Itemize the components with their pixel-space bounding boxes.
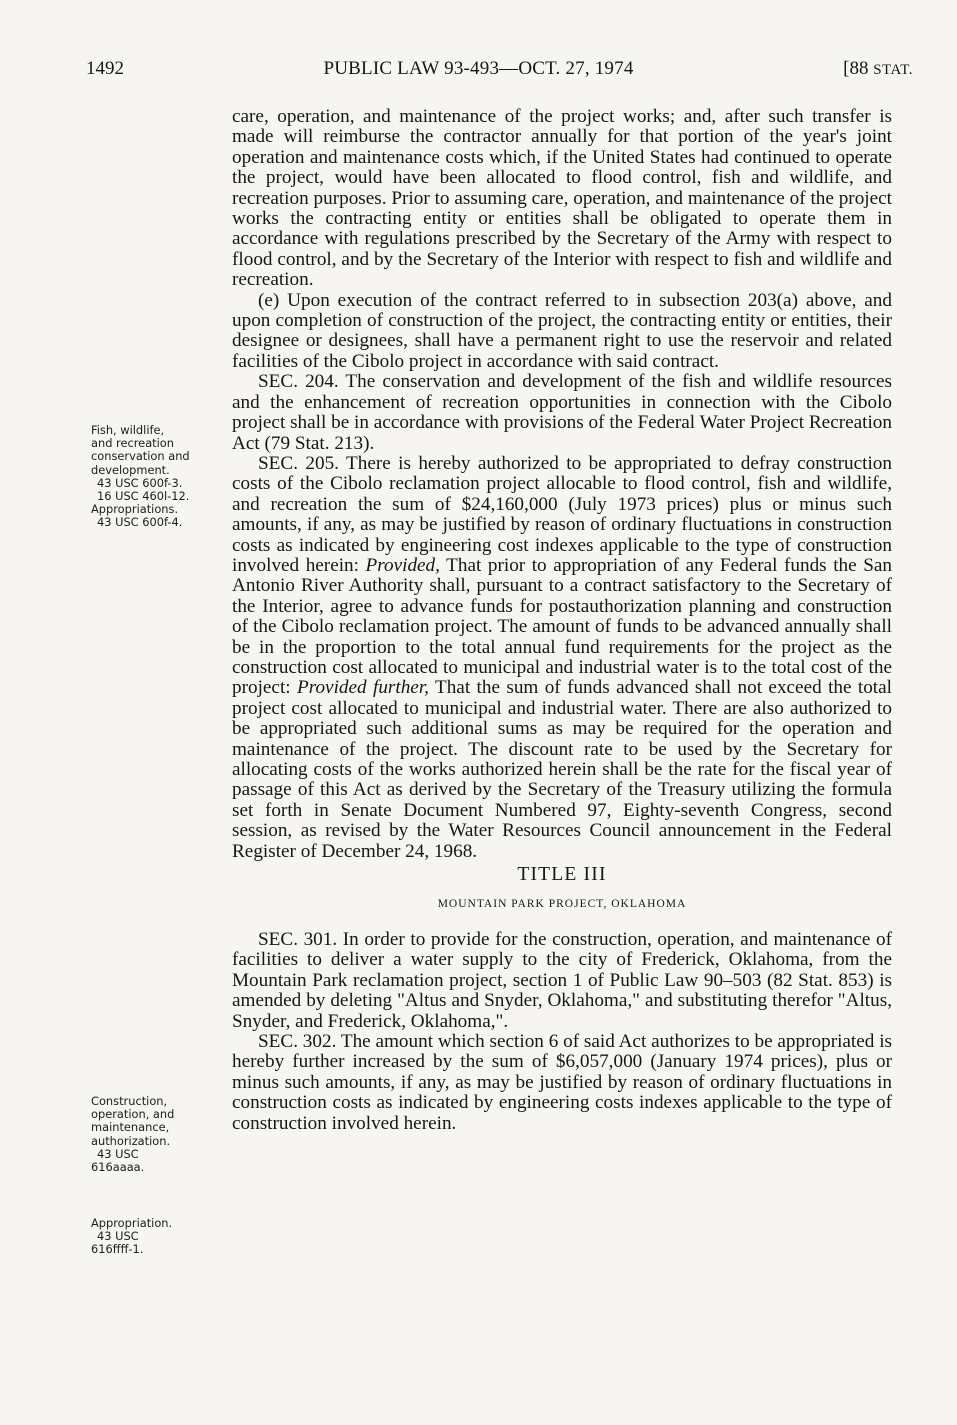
provided-further-clause: Provided further,: [296, 677, 429, 699]
page-header: [0, 58, 957, 88]
margin-line: 43 USC: [97, 1146, 139, 1161]
margin-line: Appropriation.: [91, 1216, 173, 1230]
margin-line: 16 USC 460l-12.: [97, 489, 190, 504]
margin-note-construction: [91, 1095, 221, 1174]
main-text-column: [232, 107, 892, 1134]
margin-line: 43 USC 600f-4.: [97, 515, 183, 530]
margin-line: and recreation: [91, 436, 174, 451]
running-title: PUBLIC LAW 93-493—OCT. 27, 1974: [323, 58, 634, 79]
margin-line: Appropriations.: [91, 502, 179, 517]
mountain-park-subheading: MOUNTAIN PARK PROJECT, OKLAHOMA: [437, 898, 687, 911]
section-301: SEC. 301. In order to provide for the construction, operation, and maintenance of facilities to deliver a water supply to the city of Frederick, Oklahoma, from the Mountain Park reclamation project, section 1 of Public Law 90–503 (82 Stat. 853) is amended by deleting "Altus and Snyder, Oklahoma," and substituting therefor "Altus, Snyder, and Frederick, Oklahoma,".: [232, 929, 892, 1032]
section-204: SEC. 204. The conservation and development of the fish and wildlife resources and the enhancement of recreation opportunities in connection with the Cibolo project shall be in accordance with provisions of the Federal Water Project Recreation Act (79 Stat. 213).: [232, 371, 892, 454]
page-number: 1492: [86, 58, 124, 79]
paragraph-subsection-e: (e) Upon execution of the contract referred to in subsection 203(a) above, and upon completion of construction of the project, the contracting entity or entities, their designee or designees, shall have a permanent right to use the reservoir and related facilities of the Cibolo project in accordance with said contract.: [232, 289, 892, 372]
margin-line: authorization.: [91, 1133, 171, 1148]
margin-line: 43 USC: [97, 1229, 139, 1244]
margin-line: operation, and: [91, 1107, 175, 1122]
margin-note-appropriation: [91, 1217, 221, 1257]
paragraph-continuation: care, operation, and maintenance of the project works; and, after such transfer is made will reimburse the contractor annually for that portion of the year's joint operation and maintenance costs which, if the United States had continued to operate the project, would have been allocated to flood control, fish and wildlife, and recreation purposes. Prior to assuming care, operation, and maintenance of the project works the contracting entity or entities shall be obligated to operate them in accordance with regulations prescribed by the Secretary of the Army with respect to flood control, and by the Secretary of the Interior with respect to fish and wildlife and recreation.: [232, 106, 892, 291]
section-205-part-3: That the sum of funds advanced shall not exceed the total project cost allocated to municipal and industrial water. There are also authorized to be appropriated such additional sums as may be required for the operation and maintenance of the project. The discount rate to be used by the Secretary for allocating costs of the works authorized herein shall be the rate for the fiscal year of passage of this Act as derived by the Secretary of the Treasury utilizing the formula set forth in Senate Document Numbered 97, Eighty-seventh Congress, second session, as revised by the Water Resources Council announcement in the Federal Register of December 24, 1968.: [232, 677, 892, 862]
section-205-part-2: That prior to appropriation of any Federal funds the San Antonio River Authority shall, pursuant to a contract satisfactory to the Secretary of the Interior, agree to advance funds for postauthorization planning and construction of the Cibolo reclamation project. The amount of funds to be advanced annually shall be in the proportion to the total annual fund requirements for the project as the construction cost allocated to municipal and industrial water is to the total cost of the project:: [232, 554, 892, 699]
section-302: SEC. 302. The amount which section 6 of said Act authorizes to be appropriated is hereby further increased by the sum of $6,057,000 (January 1974 prices), plus or minus such amounts, if any, as may be justified by reason of ordinary fluctuations in construction costs as indicated by engineering costs indexes applicable to the type of construction involved herein.: [232, 1031, 892, 1134]
provided-clause: Provided,: [365, 554, 440, 576]
margin-line: maintenance,: [91, 1120, 170, 1135]
margin-line: development.: [91, 462, 170, 477]
title-iii-heading: TITLE III: [517, 864, 607, 886]
margin-line: 43 USC 600f-3.: [97, 475, 183, 490]
margin-note-fish-wildlife: [91, 424, 221, 530]
margin-line: conservation and: [91, 449, 190, 464]
statute-prefix: [88: [843, 58, 874, 79]
section-205-part-1: SEC. 205. There is hereby authorized to be appropriated to defray construction costs of the Cibolo reclamation project allocable to flood control, fish and wildlife, and recreation the sum of $24,160,000 (July 1973 prices) plus or minus such amounts, if any, as may be justified by reason of ordinary fluctuations in construction costs as indicated by engineering cost indexes applicable to the type of construction involved herein:: [232, 452, 892, 576]
margin-line: Fish, wildlife,: [91, 423, 165, 437]
margin-line: 616ffff-1.: [91, 1242, 144, 1257]
statute-reference: [843, 58, 913, 80]
section-205: [232, 454, 892, 862]
margin-line: Construction,: [91, 1094, 168, 1108]
statute-label: STAT.: [873, 62, 913, 78]
margin-line: 616aaaa.: [91, 1160, 145, 1175]
